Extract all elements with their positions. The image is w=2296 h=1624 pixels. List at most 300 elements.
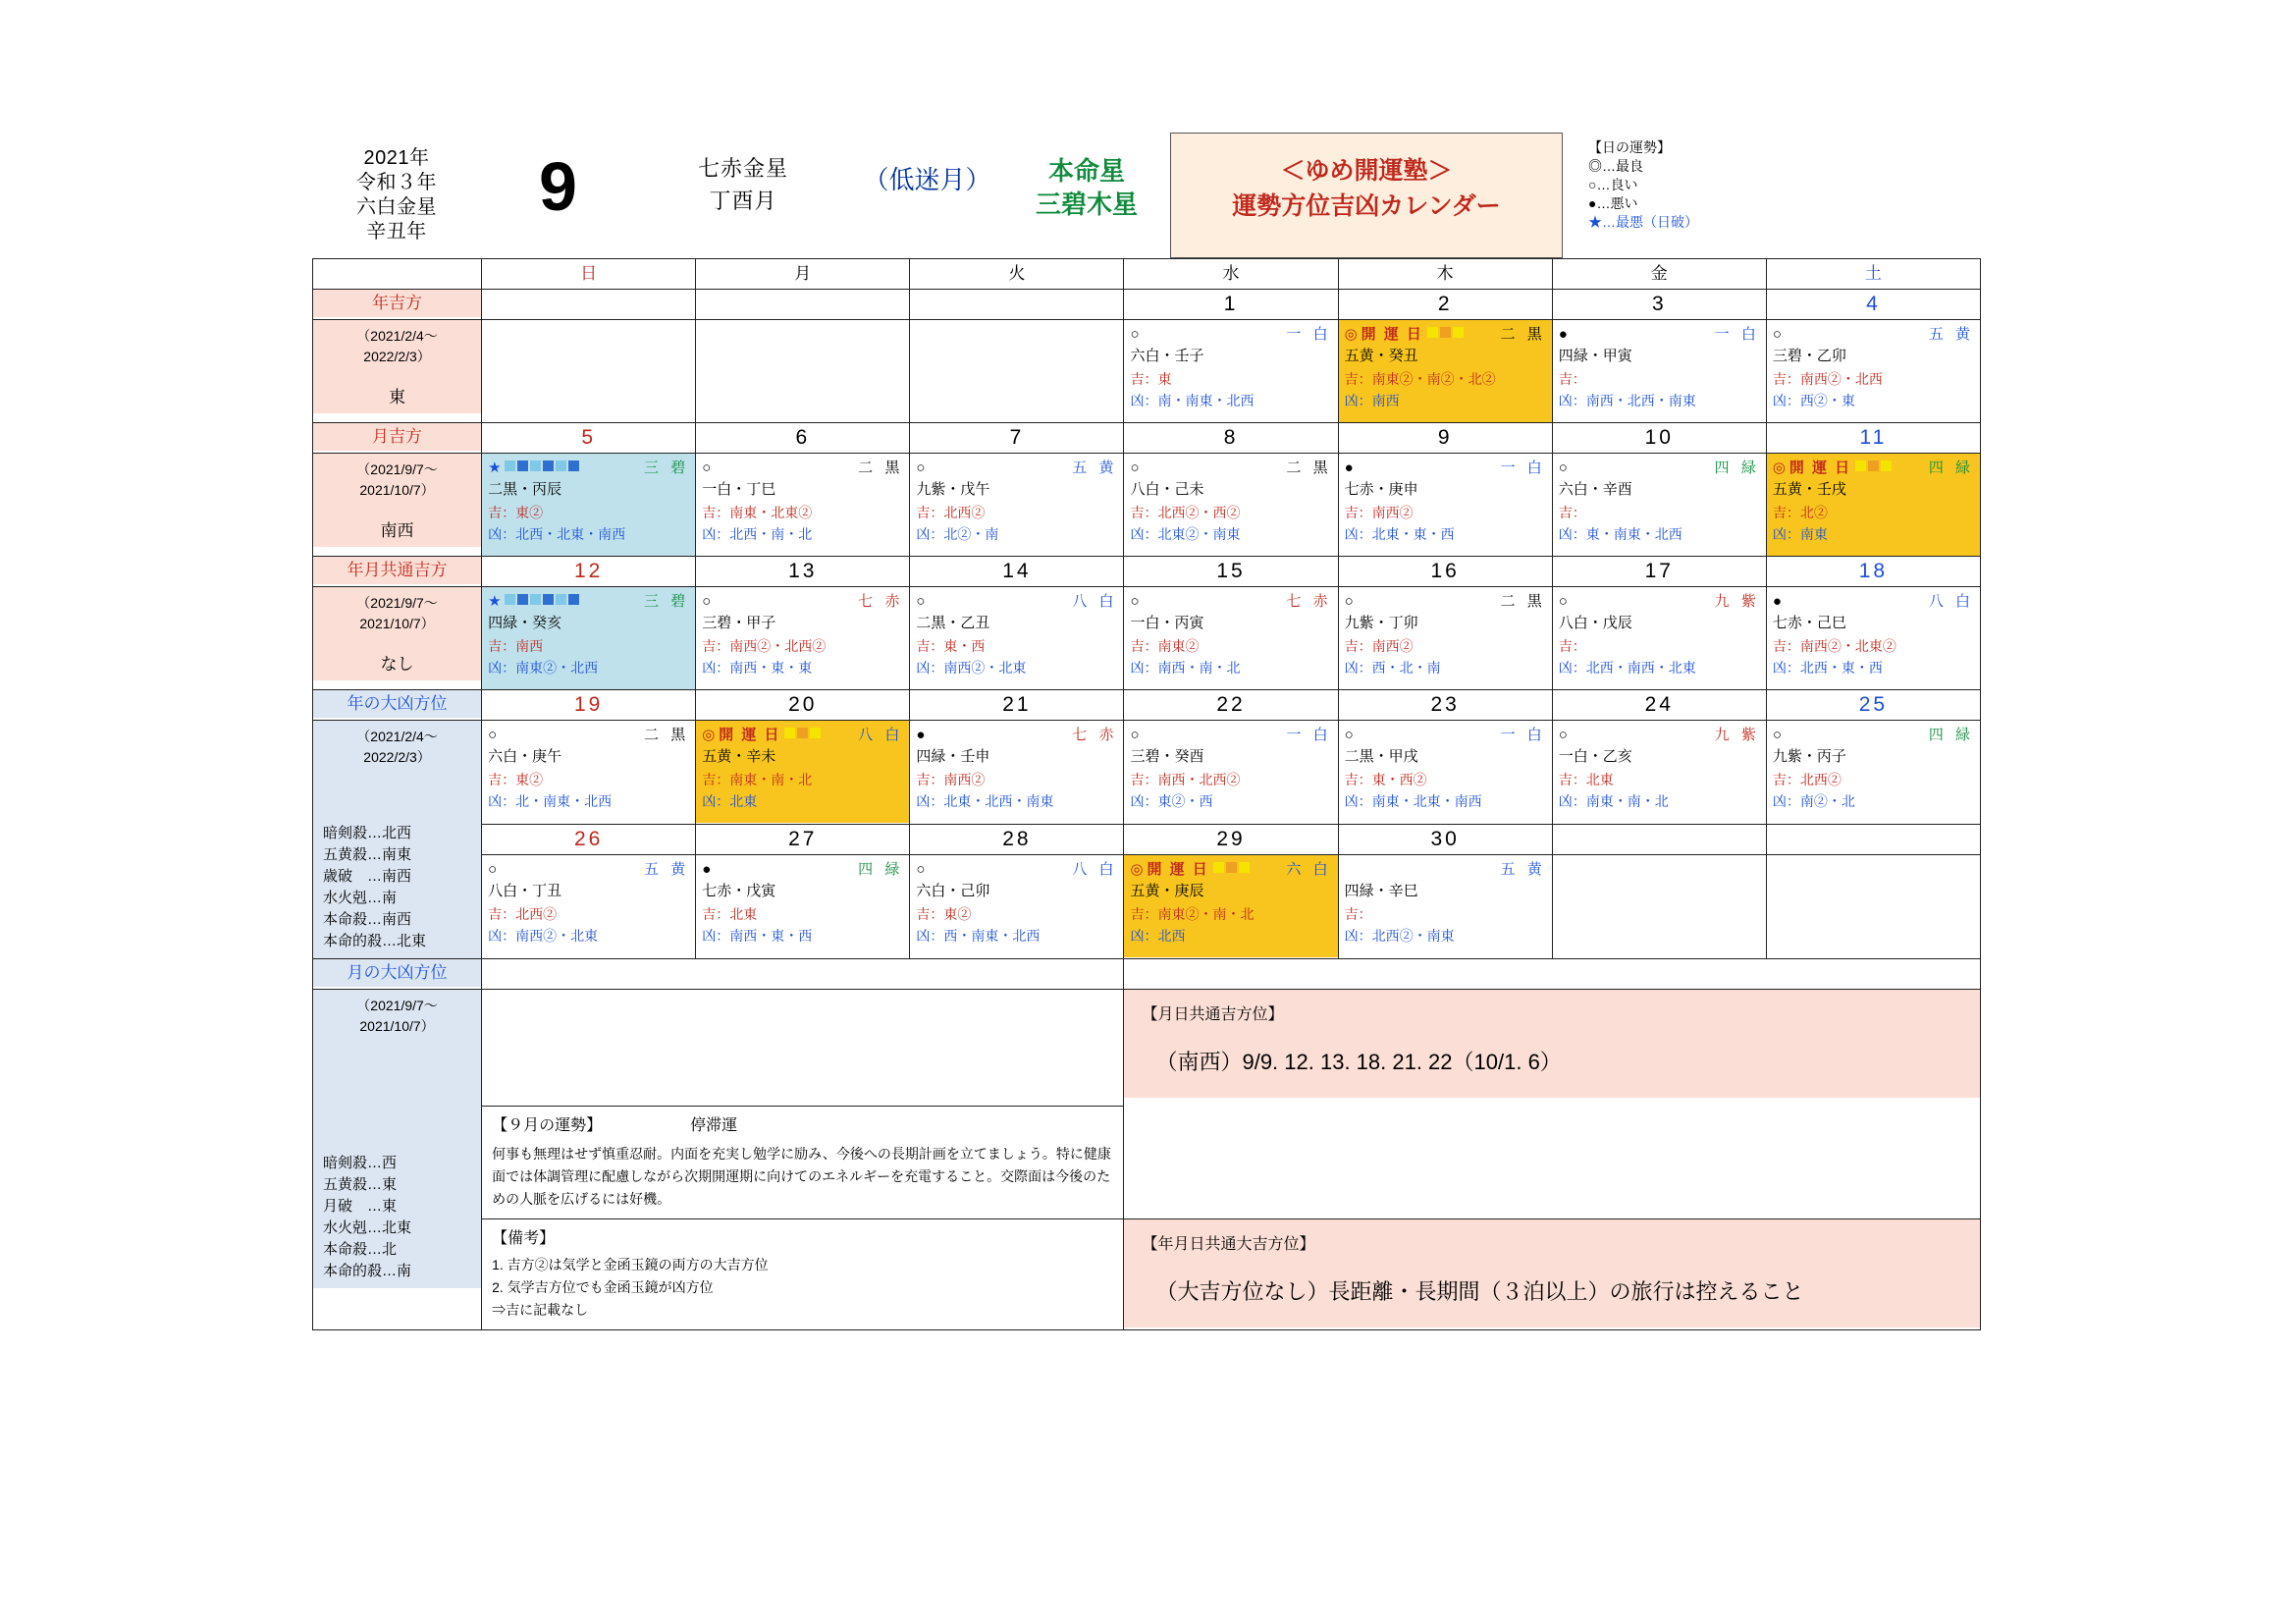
day-nine-star: 七 赤 [858, 593, 904, 610]
day-nine-star: 一 白 [1286, 326, 1332, 343]
color-blocks [1855, 458, 1894, 478]
label-month-bad: 月の大凶方位 [313, 959, 482, 990]
day-eto: 一白・丁巳 [702, 481, 776, 498]
legend-item-bad: ●…悪い [1588, 195, 1638, 211]
day-cell[interactable] [910, 721, 1124, 825]
day-lucky-dir: 吉：東 [1130, 371, 1172, 387]
day-lucky-dir: 吉：北② [1772, 505, 1828, 520]
day-nine-star: 四 緑 [1928, 727, 1974, 743]
num-cell-w4-sun: 19 [482, 690, 696, 721]
day-unlucky-dir: 凶：南・南東・北西 [1130, 393, 1255, 408]
weekday-header-row [313, 259, 1981, 290]
num-cell-w2-tue: 7 [910, 423, 1124, 454]
day-unlucky-dir: 凶：南東 [1772, 526, 1828, 542]
day-nine-star: 四 緑 [858, 861, 904, 879]
day-nine-star: 四 緑 [1928, 460, 1974, 476]
day-cell[interactable] [696, 454, 910, 557]
corner-cell [313, 259, 482, 290]
month-lucky-date-1: （2021/9/7～ [356, 461, 438, 477]
num-cell-w3-sat: 18 [1766, 557, 1980, 587]
page-title-line-1: ＜ゆめ開運塾＞ [1280, 157, 1453, 185]
week-row-5 [313, 855, 1981, 959]
day-mark: ○ [1344, 727, 1354, 743]
month-bad-item-3: 月破 …東 [323, 1198, 398, 1215]
day-cell[interactable] [696, 587, 910, 690]
year-lucky-date-2: 2022/2/3） [363, 349, 431, 364]
day-eto: 三碧・乙卯 [1772, 348, 1846, 364]
day-cell[interactable] [1552, 454, 1766, 557]
num-cell-w5-mon: 27 [696, 824, 910, 854]
num-cell-w3-wed: 15 [1124, 557, 1338, 587]
day-mark: ○ [1772, 727, 1782, 743]
day-unlucky-dir: 凶：北西・南西・北東 [1558, 660, 1696, 676]
year-bad-item-5: 本命殺…南西 [323, 911, 412, 928]
num-cell-w4-thu: 23 [1338, 690, 1552, 721]
day-nine-star: 二 黒 [1286, 460, 1332, 476]
num-row-w5 [313, 824, 1981, 854]
monthly-fortune-title: 【９月の運勢】 [492, 1117, 603, 1134]
day-cell[interactable] [1766, 721, 1980, 825]
day-unlucky-dir: 凶：北西・北東・南西 [488, 526, 626, 542]
day-eto: 九紫・丁卯 [1344, 615, 1418, 631]
page-title-line-2: 運勢方位吉凶カレンダー [1232, 192, 1501, 220]
day-cell[interactable] [1124, 320, 1338, 423]
day-lucky-dir: 吉：南東② [1130, 638, 1200, 654]
day-cell[interactable] [696, 855, 910, 959]
year-month-day-common-value: （大吉方位なし）長距離・長期間（３泊以上）の旅行は控えること [1155, 1279, 1804, 1304]
year-line-1: 2021年 [363, 147, 430, 169]
day-nine-star: 八 白 [1928, 593, 1974, 610]
num-cell-w1-sat: 4 [1766, 290, 1980, 320]
day-cell[interactable] [482, 855, 696, 959]
year-lucky-date-1: （2021/2/4～ [356, 328, 438, 344]
day-lucky-dir: 吉：北西② [1772, 772, 1842, 787]
year-bad-item-2: 五黄殺…南東 [323, 846, 412, 863]
num-cell-w4-mon: 20 [696, 690, 910, 721]
day-mark: ◎ [1772, 460, 1786, 476]
day-eto: 八白・己未 [1130, 481, 1204, 498]
day-nine-star: 一 白 [1500, 727, 1546, 743]
blank-cell-left [482, 990, 1124, 1107]
left-info-year-bad [313, 721, 482, 959]
day-eto: 五黄・庚辰 [1130, 883, 1204, 900]
day-nine-star: 七 赤 [1286, 593, 1332, 610]
day-cell[interactable] [1552, 721, 1766, 825]
day-cell[interactable] [1338, 320, 1552, 423]
num-cell-w3-mon: 13 [696, 557, 910, 587]
day-cell[interactable] [910, 454, 1124, 557]
num-cell-w3-fri: 17 [1552, 557, 1766, 587]
day-cell[interactable] [910, 320, 1124, 423]
weekday-tue: 火 [910, 259, 1124, 290]
month-day-common-value: （南西）9/9. 12. 13. 18. 21. 22（10/1. 6） [1155, 1050, 1562, 1074]
day-lucky-dir: 吉：南東・北東② [702, 505, 813, 520]
num-cell-w3-thu: 16 [1338, 557, 1552, 587]
day-nine-star: 五 黄 [1500, 861, 1546, 879]
day-unlucky-dir: 凶：西・北・南 [1344, 660, 1441, 676]
day-mark: ○ [1558, 460, 1568, 476]
day-unlucky-dir: 凶：北・南東・北西 [488, 793, 613, 809]
day-cell[interactable] [1766, 855, 1980, 959]
label-row-year-lucky [313, 290, 1981, 320]
day-mark: ○ [1130, 593, 1140, 610]
day-unlucky-dir: 凶：北西 [1130, 928, 1186, 945]
num-cell-w4-fri: 24 [1552, 690, 1766, 721]
page-header [312, 133, 1981, 258]
num-cell-w5-sat [1766, 824, 1980, 854]
num-cell-w5-sun: 26 [482, 824, 696, 854]
day-mark: ○ [1130, 460, 1140, 476]
left-info-year-lucky [313, 320, 482, 423]
day-cell[interactable] [1338, 587, 1552, 690]
day-eto: 九紫・丙子 [1772, 748, 1846, 765]
day-lucky-dir: 吉：南東・南・北 [702, 772, 813, 787]
day-nine-star: 三 碧 [644, 460, 690, 476]
day-unlucky-dir: 凶：南東・南・北 [1558, 793, 1669, 809]
week-row-4 [313, 721, 1981, 825]
num-cell-w1-fri: 3 [1552, 290, 1766, 320]
day-eto: 三碧・癸酉 [1130, 748, 1204, 765]
common-lucky-direction: なし [380, 655, 414, 674]
day-unlucky-dir: 凶：南東・北東・南西 [1344, 793, 1482, 809]
day-mark: ● [1558, 326, 1568, 343]
label-month-lucky: 月吉方 [313, 423, 482, 454]
day-eto: 八白・戊辰 [1558, 615, 1632, 631]
year-bad-item-6: 本命的殺…北東 [323, 933, 427, 949]
num-cell-w2-mon: 6 [696, 423, 910, 454]
weekday-sun: 日 [482, 259, 696, 290]
month-star-line-2: 丁酉月 [709, 189, 777, 213]
day-lucky-dir: 吉： [1558, 638, 1586, 654]
day-cell[interactable] [1552, 587, 1766, 690]
day-nine-star: 一 白 [1714, 326, 1760, 343]
day-cell[interactable] [1124, 587, 1338, 690]
day-cell[interactable] [696, 320, 910, 423]
kaiun-label: 開 運 日 [1361, 326, 1423, 343]
day-lucky-dir: 吉： [1558, 371, 1586, 387]
day-mark: ○ [1130, 326, 1140, 343]
month-trend-label: （低迷月） [863, 165, 991, 194]
color-blocks [505, 591, 581, 612]
day-cell[interactable] [1766, 454, 1980, 557]
day-cell[interactable] [1124, 454, 1338, 557]
day-mark: ○ [488, 861, 498, 879]
year-bad-item-1: 暗剣殺…北西 [323, 825, 412, 841]
day-mark: ● [1772, 593, 1782, 610]
day-cell[interactable] [1338, 721, 1552, 825]
day-cell[interactable] [482, 320, 696, 423]
day-unlucky-dir: 凶：東②・西 [1130, 793, 1213, 809]
weekday-fri: 金 [1552, 259, 1766, 290]
day-eto: 四緑・癸亥 [488, 615, 562, 631]
day-unlucky-dir: 凶：南西②・北東 [488, 928, 599, 945]
day-eto: 二黒・甲戌 [1344, 748, 1418, 765]
day-eto: 五黄・壬戌 [1772, 481, 1846, 498]
day-mark: ★ [488, 593, 502, 610]
day-unlucky-dir: 凶：東・南東・北西 [1558, 526, 1682, 542]
honmei-star-block [1003, 133, 1170, 258]
year-block [312, 133, 481, 258]
day-unlucky-dir: 凶：北東・東・西 [1344, 526, 1455, 542]
day-unlucky-dir: 凶：西・南東・北西 [916, 928, 1041, 945]
month-bad-item-6: 本命的殺…南 [323, 1263, 412, 1279]
color-blocks [784, 725, 823, 745]
day-mark: ○ [702, 460, 712, 476]
day-eto: 五黄・辛未 [702, 748, 776, 765]
honmei-value: 三碧木星 [1035, 189, 1138, 219]
day-nine-star: 七 赤 [1072, 727, 1118, 743]
year-line-3: 六白金星 [356, 196, 437, 218]
honmei-label: 本命星 [1047, 156, 1125, 186]
day-nine-star: 三 碧 [644, 593, 690, 610]
day-mark: ○ [1344, 593, 1354, 610]
month-lucky-direction: 南西 [380, 521, 414, 540]
day-cell[interactable] [910, 855, 1124, 959]
label-row-year-bad [313, 690, 1981, 721]
day-eto: 八白・丁丑 [488, 883, 562, 900]
day-cell[interactable] [1338, 855, 1552, 959]
day-nine-star: 八 白 [1072, 861, 1118, 879]
day-unlucky-dir: 凶：北西・南・北 [702, 526, 813, 542]
day-cell[interactable] [1124, 855, 1338, 959]
legend-item-good: ○…良い [1588, 177, 1638, 192]
weekday-mon: 月 [696, 259, 910, 290]
day-nine-star: 二 黒 [644, 727, 690, 743]
day-mark: ● [1344, 460, 1354, 476]
legend-item-best: ◎…最良 [1588, 158, 1643, 174]
day-eto: 六白・庚午 [488, 748, 562, 765]
legend [1563, 133, 1981, 258]
day-mark: ○ [916, 460, 926, 476]
remark-box [482, 1219, 1124, 1330]
day-lucky-dir: 吉：南東②・南②・北② [1344, 371, 1496, 387]
label-row-month-lucky [313, 423, 1981, 454]
day-eto: 七赤・戊寅 [702, 883, 776, 900]
remark-title: 【備考】 [492, 1230, 556, 1247]
day-cell[interactable] [696, 721, 910, 825]
day-nine-star: 二 黒 [1500, 326, 1546, 343]
day-lucky-dir: 吉：南西・北西② [1130, 772, 1241, 787]
day-cell[interactable] [1552, 855, 1766, 959]
year-bad-item-3: 歳破 …南西 [323, 868, 412, 885]
day-eto: 六白・辛酉 [1558, 481, 1632, 498]
num-cell-w4-sat: 25 [1766, 690, 1980, 721]
num-cell-w5-thu: 30 [1338, 824, 1552, 854]
day-eto: 九紫・戊午 [916, 481, 990, 498]
bottom-row-3 [313, 1219, 1981, 1330]
day-lucky-dir: 吉：東・西② [1344, 772, 1427, 787]
day-unlucky-dir: 凶：南②・北 [1772, 793, 1855, 809]
label-year-lucky: 年吉方 [313, 290, 482, 320]
day-lucky-dir: 吉：北西②・西② [1130, 505, 1241, 520]
num-cell-w1-wed: 1 [1124, 290, 1338, 320]
day-lucky-dir: 吉：南西②・北東② [1772, 638, 1896, 654]
day-cell[interactable] [482, 454, 696, 557]
week-row-3 [313, 587, 1981, 690]
day-mark: ★ [488, 460, 502, 476]
day-eto: 三碧・甲子 [702, 615, 776, 631]
day-mark: ○ [916, 593, 926, 610]
remark-line-2: 2. 気学吉方位でも金函玉鏡が凶方位 [492, 1279, 714, 1295]
num-cell-w5-wed: 29 [1124, 824, 1338, 854]
month-bad-item-2: 五黄殺…東 [323, 1176, 398, 1193]
year-bad-item-4: 水火剋…南 [323, 890, 398, 906]
day-lucky-dir: 吉：南西②・北西② [702, 638, 827, 654]
num-cell-w3-tue: 14 [910, 557, 1124, 587]
label-year-bad: 年の大凶方位 [313, 690, 482, 721]
year-line-2: 令和３年 [356, 172, 437, 193]
day-unlucky-dir: 凶：南西②・北東 [916, 660, 1027, 676]
day-cell[interactable] [482, 721, 696, 825]
day-lucky-dir: 吉： [1344, 906, 1372, 923]
day-mark: ◎ [702, 727, 716, 743]
day-cell[interactable] [1338, 454, 1552, 557]
num-cell-w1-mon [696, 290, 910, 320]
label-row-month-bad [313, 959, 1981, 990]
num-cell-w4-tue: 21 [910, 690, 1124, 721]
num-cell-w2-wed: 8 [1124, 423, 1338, 454]
day-cell[interactable] [1124, 721, 1338, 825]
year-month-day-common-box [1124, 1219, 1981, 1330]
label-common-lucky: 年月共通吉方 [313, 557, 482, 587]
day-unlucky-dir: 凶：南西・東・西 [702, 928, 813, 945]
day-eto: 六白・壬子 [1130, 348, 1204, 364]
month-day-common-title: 【月日共通吉方位】 [1142, 1006, 1284, 1023]
day-lucky-dir: 吉：南東②・南・北 [1130, 906, 1255, 923]
day-unlucky-dir: 凶：北西・東・西 [1772, 660, 1883, 676]
month-bad-date-2: 2021/10/7） [359, 1018, 435, 1034]
month-star-line-1: 七赤金星 [697, 156, 788, 181]
day-mark: ○ [916, 861, 926, 879]
calendar-sheet [312, 133, 1981, 1330]
day-cell[interactable] [910, 587, 1124, 690]
num-cell-w2-fri: 10 [1552, 423, 1766, 454]
week-row-1 [313, 320, 1981, 423]
kaiun-label: 開 運 日 [719, 727, 781, 743]
day-cell[interactable] [1766, 320, 1980, 423]
kaiun-label: 開 運 日 [1789, 460, 1852, 476]
day-mark: ○ [1558, 727, 1568, 743]
num-cell-w1-tue [910, 290, 1124, 320]
day-mark: ○ [488, 727, 498, 743]
monthly-fortune-box [482, 1107, 1124, 1219]
day-lucky-dir: 吉：南西② [1344, 638, 1414, 654]
remark-line-3: ⇒吉に記載なし [492, 1302, 589, 1318]
common-lucky-date-2: 2021/10/7） [359, 616, 435, 631]
day-mark: ○ [702, 593, 712, 610]
day-cell[interactable] [1766, 587, 1980, 690]
year-line-4: 辛丑年 [366, 221, 427, 243]
day-lucky-dir: 吉：南西② [1344, 505, 1414, 520]
day-lucky-dir: 吉： [1558, 505, 1586, 520]
legend-item-worst: ★…最悪（日破） [1588, 214, 1698, 230]
weekday-wed: 水 [1124, 259, 1338, 290]
day-eto: 二黒・丙辰 [488, 481, 562, 498]
color-blocks [1427, 324, 1466, 345]
num-cell-w2-sun: 5 [482, 423, 696, 454]
month-bad-date-1: （2021/9/7～ [356, 998, 438, 1013]
num-cell-w5-fri [1552, 824, 1766, 854]
day-eto: 六白・己卯 [916, 883, 990, 900]
month-lucky-date-2: 2021/10/7） [359, 482, 435, 498]
day-cell[interactable] [1552, 320, 1766, 423]
day-unlucky-dir: 凶：南西 [1344, 393, 1400, 408]
weekday-thu: 木 [1338, 259, 1552, 290]
day-eto: 二黒・乙丑 [916, 615, 990, 631]
month-bad-item-5: 本命殺…北 [323, 1241, 398, 1258]
day-nine-star: 一 白 [1500, 460, 1546, 476]
calendar-table [312, 258, 1981, 1330]
month-bad-item-1: 暗剣殺…西 [323, 1155, 398, 1171]
day-cell[interactable] [482, 587, 696, 690]
day-lucky-dir: 吉：東・西 [916, 638, 986, 654]
num-cell-w1-sun [482, 290, 696, 320]
day-nine-star: 九 紫 [1714, 593, 1760, 610]
day-lucky-dir: 吉：北西② [916, 505, 986, 520]
day-eto: 一白・丙寅 [1130, 615, 1204, 631]
day-unlucky-dir: 凶：西②・東 [1772, 393, 1855, 408]
left-info-month-bad [313, 990, 482, 1330]
day-lucky-dir: 吉：南西②・北西 [1772, 371, 1883, 387]
bottom-row-1 [313, 990, 1981, 1107]
day-lucky-dir: 吉：北東 [702, 906, 758, 923]
year-bad-date-1: （2021/2/4～ [356, 729, 438, 744]
year-bad-date-2: 2022/2/3） [363, 749, 431, 765]
month-number: 9 [539, 148, 577, 225]
month-bad-item-4: 水火剋…北東 [323, 1219, 412, 1236]
day-unlucky-dir: 凶：南東②・北西 [488, 660, 599, 676]
color-blocks [505, 458, 581, 478]
day-nine-star: 二 黒 [858, 460, 904, 476]
day-nine-star: 六 白 [1286, 861, 1332, 879]
month-day-common-box [1124, 990, 1981, 1219]
day-unlucky-dir: 凶：南西・南・北 [1130, 660, 1241, 676]
day-nine-star: 五 黄 [644, 861, 690, 879]
day-nine-star: 八 白 [1072, 593, 1118, 610]
year-lucky-direction: 東 [389, 388, 406, 406]
day-eto: 一白・乙亥 [1558, 748, 1632, 765]
day-unlucky-dir: 凶：北②・南 [916, 526, 999, 542]
day-lucky-dir: 吉：東② [488, 505, 544, 520]
legend-title: 【日の運勢】 [1588, 139, 1671, 155]
kaiun-label: 開 運 日 [1147, 861, 1209, 879]
day-eto: 四緑・辛巳 [1344, 883, 1418, 900]
day-lucky-dir: 吉：南西 [488, 638, 544, 654]
day-lucky-dir: 吉：南西② [916, 772, 986, 787]
day-nine-star: 五 黄 [1928, 326, 1974, 343]
monthly-fortune-body: 何事も無理はせず慎重忍耐。内面を充実し勉学に励み、今後への長期計画を立てましょう。特に健康面では体調管理に配慮しながら次期開運期に向けてのエネルギーを充電すること。交際面は今後のための人脈を広げるには好機。 [492, 1146, 1111, 1207]
day-lucky-dir: 吉：東② [488, 772, 544, 787]
week-row-2 [313, 454, 1981, 557]
day-lucky-dir: 吉：東② [916, 906, 972, 923]
left-info-month-lucky [313, 454, 482, 557]
num-cell-w2-sat: 11 [1766, 423, 1980, 454]
color-blocks [1213, 859, 1252, 880]
day-mark: ● [702, 861, 712, 879]
day-nine-star: 五 黄 [1072, 460, 1118, 476]
num-cell-w1-thu: 2 [1338, 290, 1552, 320]
day-unlucky-dir: 凶：北東・北西・南東 [916, 793, 1054, 809]
year-month-day-common-title: 【年月日共通大吉方位】 [1142, 1236, 1315, 1253]
day-mark: ○ [1558, 593, 1568, 610]
month-star-block [635, 133, 851, 258]
day-unlucky-dir: 凶：北東 [702, 793, 758, 809]
day-eto: 七赤・己巳 [1772, 615, 1846, 631]
day-nine-star: 四 緑 [1714, 460, 1760, 476]
common-lucky-date-1: （2021/9/7～ [356, 595, 438, 611]
num-cell-w4-wed: 22 [1124, 690, 1338, 721]
day-eto: 五黄・癸丑 [1344, 348, 1418, 364]
